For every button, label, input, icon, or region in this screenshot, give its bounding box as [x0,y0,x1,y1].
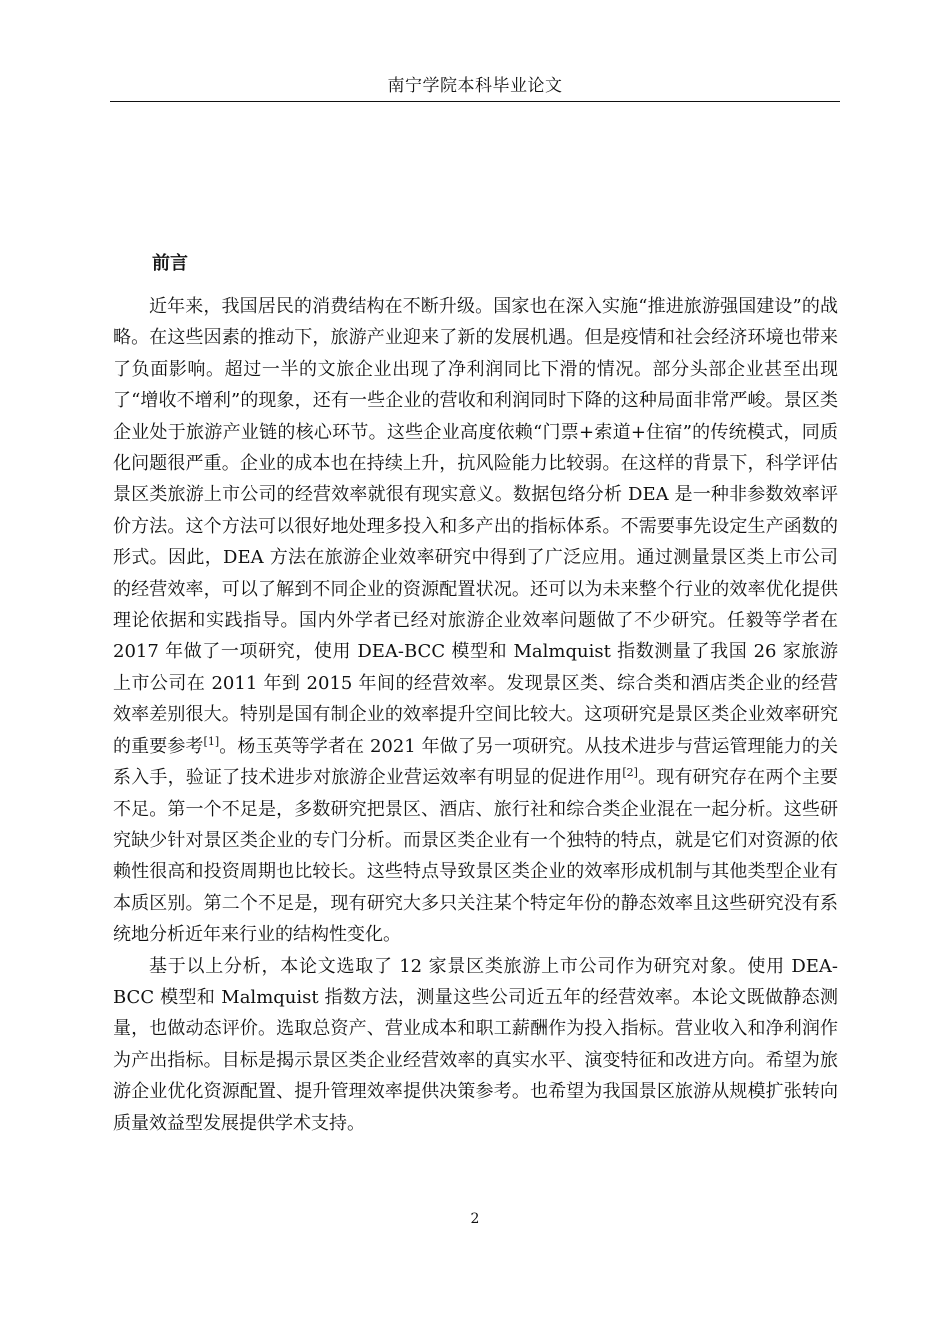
body-text [113,291,838,1139]
paragraph-1-part-3: 。现有研究存在两个主要不足。第一个不足是，多数研究把景区、酒店、旅行社和综合类企业混在一起分析。这些研究缺少针对景区类企业的专门分析。而景区类企业有一个独特的特点，就是它们对资源的依赖性很高和投资周期也比较长。这些特点导致景区类企业的效率形成机制与其他类型企业有本质区别。第二个不足是，现有研究大多只关注某个特定年份的静态效率且这些研究没有系统地分析近年来行业的结构性变化。 [113,767,839,946]
paragraph-1 [113,291,838,951]
paragraph-1-part-1: 近年来，我国居民的消费结构在不断升级。国家也在深入实施“推进旅游强国建设”的战略。在这些因素的推动下，旅游产业迎来了新的发展机遇。但是疫情和社会经济环境也带来了负面影响。超过一半的文旅企业出现了净利润同比下滑的情况。部分头部企业甚至出现了“增收不增利”的现象，还有一些企业的营收和利润同时下降的这种局面非常严峻。景区类企业处于旅游产业链的核心环节。这些企业高度依赖“门票+索道+住宿”的传统模式，同质化问题很严重。企业的成本也在持续上升，抗风险能力比较弱。在这样的背景下，科学评估景区类旅游上市公司的经营效率就很有现实意义。数据包络分析 DEA 是一种非参数效率评价方法。这个方法可以很好地处理多投入和多产出的指标体系。不需要事先设定生产函数的形式。因此，DEA 方法在旅游企业效率研究中得到了广泛应用。通过测量景区类上市公司的经营效率，可以了解到不同企业的资源配置状况。还可以为未来整个行业的效率优化提供理论依据和实践指导。国内外学者已经对旅游企业效率问题做了不少研究。任毅等学者在 2017 年做了一项研究，使用 DEA-BCC 模型和 Malmquist 指数测量了我国 26 家旅游上市公司在 2011 年到 2015 年间的经营效率。发现景区类、综合类和酒店类企业的经营效率差别很大。特别是国有制企业的效率提升空间比较大。这项研究是景区类企业效率研究的重要参考 [113,296,838,757]
paragraph-1-part-2: 。杨玉英等学者在 2021 年做了另一项研究。从技术进步与营运管理能力的关系入手，验证了技术进步对旅游企业营运效率有明显的促进作用 [113,735,838,789]
citation-2: [2] [622,766,638,780]
paragraph-2: 基于以上分析，本论文选取了 12 家景区类旅游上市公司作为研究对象。使用 DEA-BCC 模型和 Malmquist 指数方法，测量这些公司近五年的经营效率。本论文既做静态测量，也做动态评价。选取总资产、营业成本和职工薪酬作为投入指标。营业收入和净利润作为产出指标。目标是揭示景区类企业经营效率的真实水平、演变特征和改进方向。希望为旅游企业优化资源配置、提升管理效率提供决策参考。也希望为我国景区旅游从规模扩张转向质量效益型发展提供学术支持。 [113,955,838,1134]
page-number: 2 [470,1211,480,1227]
page-header-title: 南宁学院本科毕业论文 [387,76,563,96]
section-heading: 前言 [152,253,188,274]
header-divider [110,101,840,102]
citation-1: [1] [203,734,220,748]
